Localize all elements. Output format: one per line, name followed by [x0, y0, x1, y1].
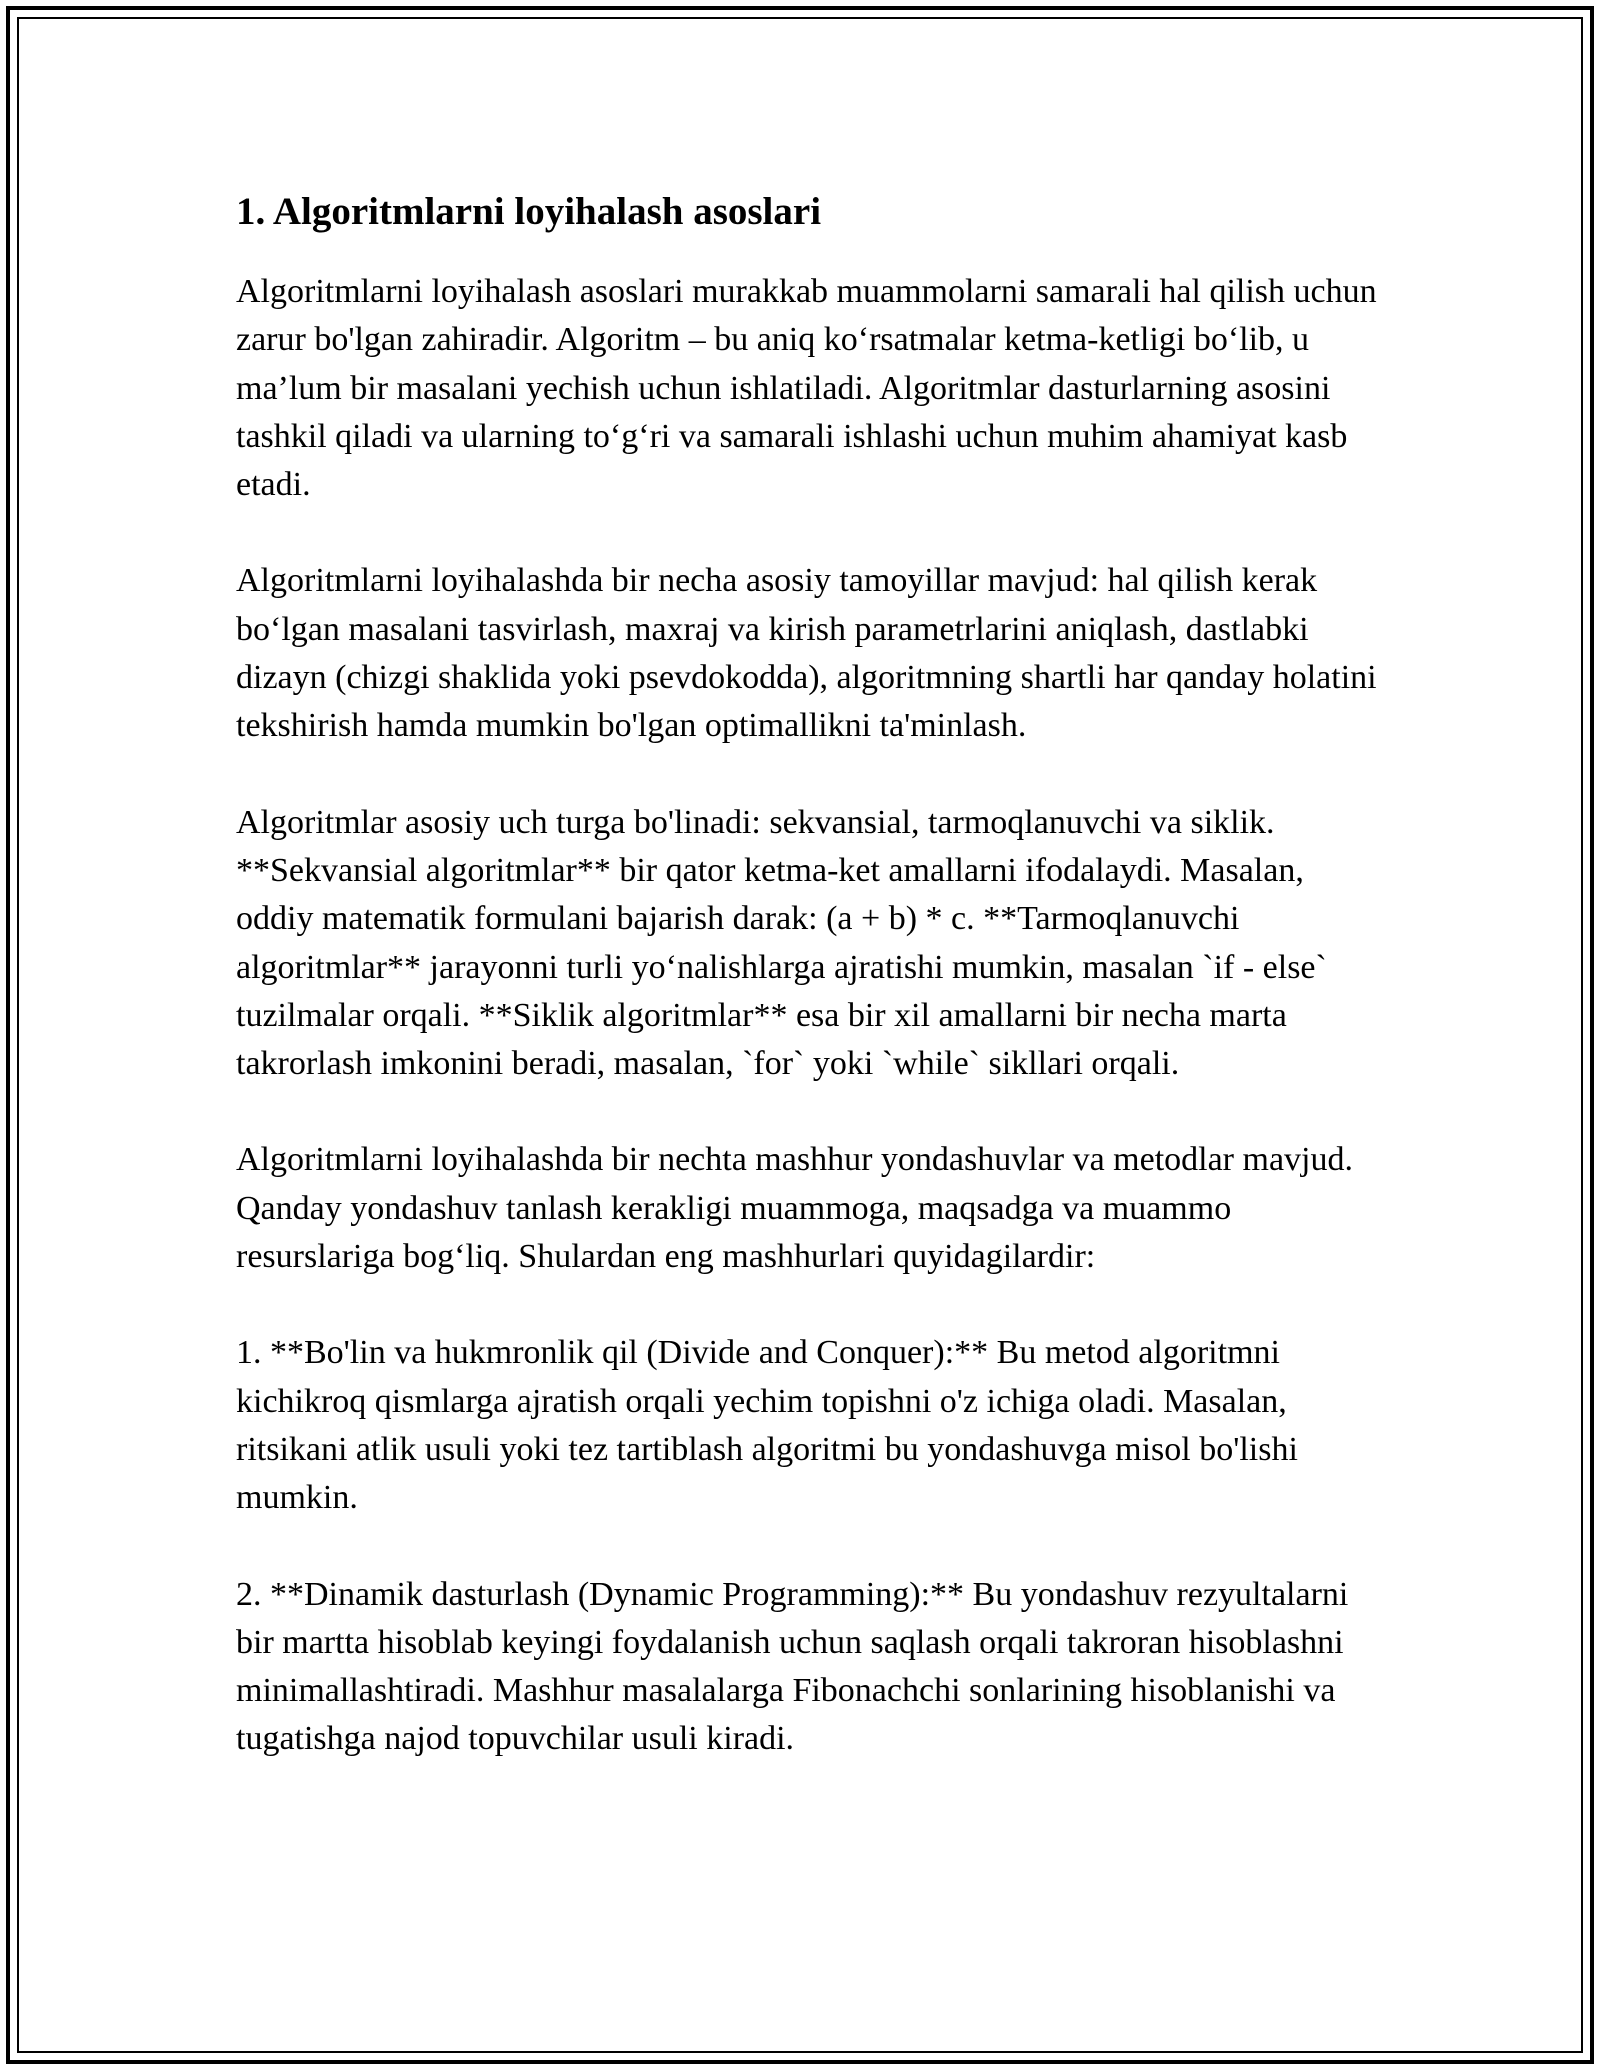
- paragraph-dynamic-programming: 2. **Dinamik dasturlash (Dynamic Programming):** Bu yondashuv rezyultalarni bir martta hisoblab keyingi foydalanish uchun saqlash orqali takroran hisoblashni minimallashtiradi. Mashhur masalalarga Fibonachchi sonlarining hisoblanishi va tugatishga najod topuvchilar usuli kiradi.: [236, 1575, 1349, 1758]
- paragraph-intro: Algoritmlarni loyihalash asoslari murakkab muammolarni samarali hal qilish uchun zarur bo'lgan zahiradir. Algoritm – bu aniq ko‘rsatmalar ketma-ketligi bo‘lib, u ma’lum bir masalani yechish uchun ishlatiladi. Algoritmlar dasturlarning asosini tashkil qiladi va ularning to‘g‘ri va samarali ishlashi uchun muhim ahamiyat kasb etadi.: [236, 273, 1377, 504]
- paragraph-divide-and-conquer: 1. **Bo'lin va hukmronlik qil (Divide and Conquer):** Bu metod algoritmni kichikroq qismlarga ajratish orqali yechim topishni o'z ichiga oladi. Masalan, ritsikani atlik usuli yoki tez tartiblash algoritmi bu yondashuvga misol bo'lishi mumkin.: [236, 1334, 1298, 1517]
- document-body: [236, 184, 1386, 1812]
- paragraph-types: Algoritmlar asosiy uch turga bo'linadi: sekvansial, tarmoqlanuvchi va siklik. **Sekvansial algoritmlar** bir qator ketma-ket amallarni ifodalaydi. Masalan, oddiy matematik formulani bajarish darak: (a + b) * c. **Tarmoqlanuvchi algoritmlar** jarayonni turli yo‘nalishlarga ajratishi mumkin, masalan `if - else` tuzilmalar orqali. **Siklik algoritmlar** esa bir xil amallarni bir necha marta takrorlash imkonini beradi, masalan, `for` yoki `while` sikllari orqali.: [236, 803, 1327, 1083]
- paragraph-approaches: Algoritmlarni loyihalashda bir nechta mashhur yondashuvlar va metodlar mavjud. Qanday yondashuv tanlash kerakligi muammoga, maqsadga va muammo resurslariga bog‘liq. Shulardan eng mashhurlari quyidagilardir:: [236, 1141, 1353, 1276]
- paragraph-principles: Algoritmlarni loyihalashda bir necha asosiy tamoyillar mavjud: hal qilish kerak bo‘lgan masalani tasvirlash, maxraj va kirish parametrlarini aniqlash, dastlabki dizayn (chizgi shaklida yoki psevdokodda), algoritmning shartli har qanday holatini tekshirish hamda mumkin bo'lgan optimallikni ta'minlash.: [236, 562, 1377, 745]
- section-heading: 1. Algoritmlarni loyihalash asoslari: [236, 190, 822, 233]
